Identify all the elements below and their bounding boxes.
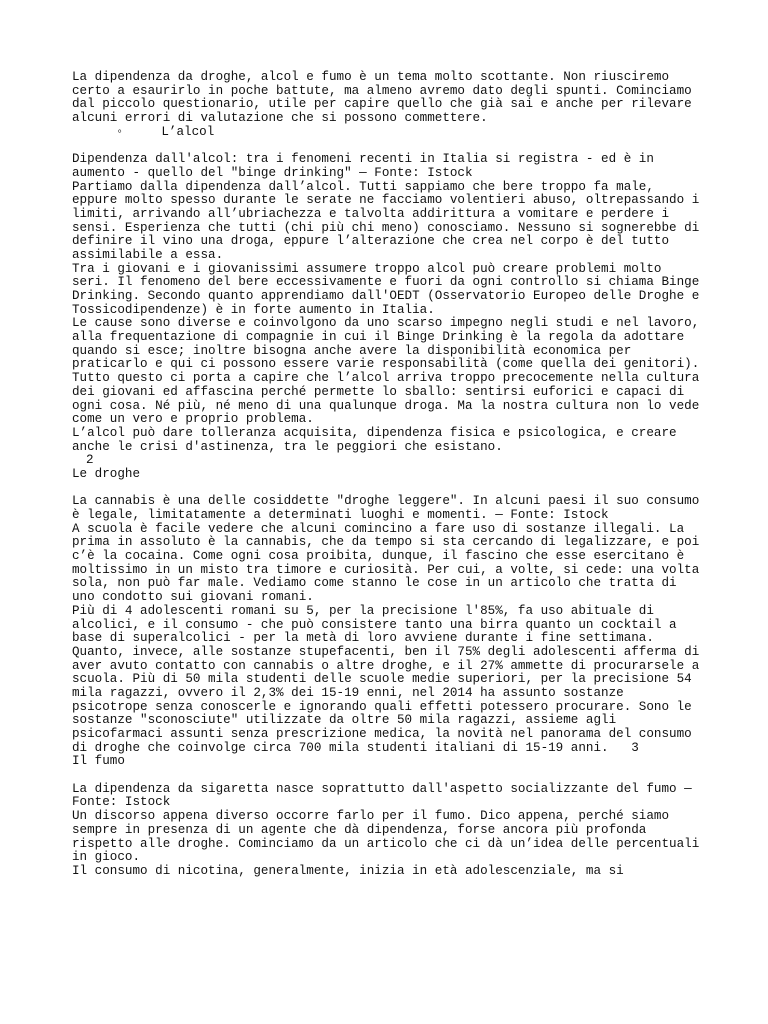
text-line: Tossicodipendenze) è in forte aumento in Italia. [72,302,435,317]
text-line: seri. Il fenomeno del bere eccessivamente e fuori da ogni controllo si chiama Binge [72,275,700,290]
text-line: eppure molto spesso durante le serate ne facciamo volentieri abuso, oltrepassando i [72,193,700,208]
text-line: sensi. Esperienza che tutti (chi più chi meno) conosciamo. Nessuno si sognerebbe di [72,220,700,235]
text-line: in gioco. [72,850,141,865]
text-line: alla frequentazione di compagnie in cui il Binge Drinking è la regola da adottare [72,330,685,345]
bullet-heading: ◦ L’alcol [116,124,215,139]
text-line: limiti, arrivando all’ubriachezza e talvolta addirittura a vomitare e perdere i [72,206,670,221]
text-line: sostanze "sconosciute" utilizzate da oltre 50 mila ragazzi, assieme agli [72,713,617,728]
text-line: L’alcol può dare tolleranza acquisita, dipendenza fisica e psicologica, e creare [72,425,677,440]
text-line: Il consumo di nicotina, generalmente, inizia in età adolescenziale, ma si [72,863,624,878]
text-line: di droghe che coinvolge circa 700 mila studenti italiani di 15-19 anni. 3 [72,740,639,755]
text-line: aumento - quello del "binge drinking" — Fonte: Istock [72,165,473,180]
text-line: praticarlo e qui ci possono essere varie responsabilità (come quella dei genitori). [72,357,700,372]
text-line: anche le crisi d'astinenza, tra le peggiori che esistano. [72,439,503,454]
page-number: 2 [86,453,94,468]
text-line: sempre in presenza di un agente che dà dipendenza, forse ancora più profonda [72,822,647,837]
text-line: scuola. Più di 50 mila studenti delle scuole medie superiori, per la precisione 54 [72,672,692,687]
text-line: moltissimo in un misto tra timore e curiosità. Per cui, a volte, si cede: una volta [72,562,700,577]
text-line: definire il vino una droga, eppure l’alterazione che crea nel corpo è del tutto [72,234,670,249]
text-line: Più di 4 adolescenti romani su 5, per la precisione l'85%, fa uso abituale di [72,603,654,618]
text-line: certo a esaurirlo in poche battute, ma almeno avremo dato degli spunti. Cominciamo [72,83,692,98]
text-line: psicofarmaci assunti senza prescrizione medica, la novità nel panorama del consumo [72,727,692,741]
blank-line [72,139,712,153]
text-line: La cannabis è una delle cosiddette "droghe leggere". In alcuni paesi il suo consumo [72,494,700,509]
text-line: Tutto questo ci porta a capire che l’alcol arriva troppo precocemente nella cultura [72,371,700,386]
text-line: è legale, limitatamente a determinati luoghi e momenti. — Fonte: Istock [72,508,609,522]
text-line: alcolici, e il consumo - che può consistere tanto una birra quanto un cocktail a [72,617,677,632]
blank-line [72,482,712,496]
text-line: mila ragazzi, ovvero il 2,3% dei 15-19 enni, nel 2014 ha assunto sostanze [72,685,624,700]
text-line: psicotrope senza conoscerle e ignorando quali effetti potessero procurare. Sono le [72,699,692,714]
text-line: rispetto alle droghe. Cominciamo da un articolo che ci dà un’idea delle percentuali [72,836,700,851]
text-line: A scuola è facile vedere che alcuni comincino a fare uso di sostanze illegali. La [72,521,685,536]
text-line: dal piccolo questionario, utile per capire quello che già sai e anche per rilevare [72,97,692,112]
blank-line [72,769,712,783]
text-line: Drinking. Secondo quanto apprendiamo dall'OEDT (Osservatorio Europeo delle Droghe e [72,289,700,303]
text-line: assimilabile a essa. [72,247,224,262]
text-line: prima in assoluto è la cannabis, che da tempo si sta cercando di legalizzare, e poi [72,535,700,550]
text-line: Partiamo dalla dipendenza dall’alcol. Tutti sappiamo che bere troppo fa male, [72,179,654,194]
text-line: alcuni errori di valutazione che si possono commettere. [72,111,488,126]
text-line: Il fumo [72,754,125,769]
text-line: Le cause sono diverse e coinvolgono da uno scarso impegno negli studi e nel lavoro, [72,316,700,331]
text-line: Tra i giovani e i giovanissimi assumere troppo alcol può creare problemi molto [72,261,662,276]
text-line: La dipendenza da droghe, alcol e fumo è un tema molto scottante. Non riusciremo [72,70,670,84]
text-line: ogni cosa. Né più, né meno di una qualunque droga. Ma la nostra cultura non lo vede [72,398,700,413]
text-line: sola, non può far male. Vediamo come stanno le cose in un articolo che tratta di [72,576,677,591]
text-line: quando si esce; inoltre bisogna anche avere la disponibilità economica per [72,343,632,358]
text-line: c’è la cocaina. Come ogni cosa proibita, dunque, il fascino che esse esercitano è [72,549,685,564]
text-line: Fonte: Istock [72,795,171,810]
text-line: uno condotto sui giovani romani. [72,590,314,605]
text-line: come un vero e proprio problema. [72,412,314,427]
text-line: aver avuto contatto con cannabis o altre droghe, e il 27% ammette di procurarsele a [72,658,700,673]
text-line: La dipendenza da sigaretta nasce soprattutto dall'aspetto socializzante del fumo — [72,781,692,796]
text-line: dei giovani ed affascina perché permette lo sballo: sentirsi euforici e capaci di [72,384,685,399]
document-body [72,71,712,879]
text-line: Un discorso appena diverso occorre farlo per il fumo. Dico appena, perché siamo [72,809,670,824]
text-line: Quanto, invece, alle sostanze stupefacenti, ben il 75% degli adolescenti afferma di [72,644,700,659]
text-line: base di superalcolici - per la metà di loro avviene durante i fine settimana. [72,631,654,646]
text-line: Dipendenza dall'alcol: tra i fenomeni recenti in Italia si registra - ed è in [72,152,654,167]
text-line: Le droghe [72,466,141,481]
